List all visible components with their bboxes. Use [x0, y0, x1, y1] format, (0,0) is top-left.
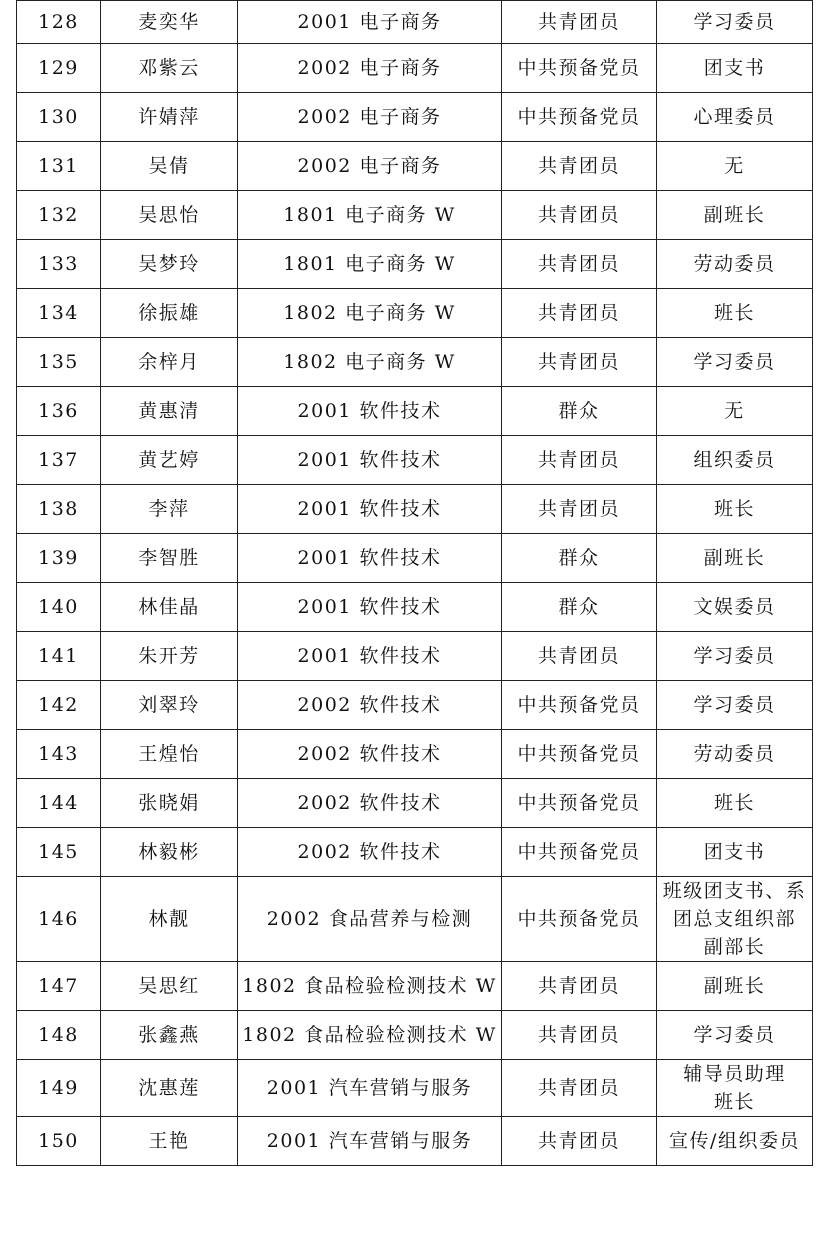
class-name: 2002 软件技术	[238, 828, 502, 877]
class-position: 学习委员	[657, 1, 813, 44]
class-position: 心理委员	[657, 93, 813, 142]
row-number: 137	[17, 436, 101, 485]
political-status: 群众	[502, 387, 657, 436]
student-roster-table	[16, 0, 813, 1166]
roster-body	[17, 1, 813, 1166]
student-name: 张晓娟	[101, 779, 238, 828]
row-number: 132	[17, 191, 101, 240]
student-name: 麦奕华	[101, 1, 238, 44]
political-status: 共青团员	[502, 240, 657, 289]
class-name: 1801 电子商务 W	[238, 240, 502, 289]
student-name: 沈惠莲	[101, 1060, 238, 1117]
row-number: 143	[17, 730, 101, 779]
row-number: 130	[17, 93, 101, 142]
political-status: 共青团员	[502, 1117, 657, 1166]
political-status: 共青团员	[502, 632, 657, 681]
row-number: 141	[17, 632, 101, 681]
row-number: 150	[17, 1117, 101, 1166]
class-name: 2001 软件技术	[238, 485, 502, 534]
table-row	[17, 1117, 813, 1166]
class-name: 2002 食品营养与检测	[238, 877, 502, 962]
table-row	[17, 142, 813, 191]
row-number: 139	[17, 534, 101, 583]
class-name: 1801 电子商务 W	[238, 191, 502, 240]
class-position: 学习委员	[657, 338, 813, 387]
table-row	[17, 1011, 813, 1060]
class-position: 班长	[657, 289, 813, 338]
student-name: 吴思怡	[101, 191, 238, 240]
class-position: 班级团支书、系 团总支组织部 副部长	[657, 877, 813, 962]
political-status: 中共预备党员	[502, 730, 657, 779]
class-position: 班长	[657, 779, 813, 828]
student-name: 刘翠玲	[101, 681, 238, 730]
table-row	[17, 289, 813, 338]
student-name: 吴倩	[101, 142, 238, 191]
class-name: 2001 软件技术	[238, 387, 502, 436]
class-name: 2002 软件技术	[238, 730, 502, 779]
row-number: 144	[17, 779, 101, 828]
row-number: 129	[17, 44, 101, 93]
political-status: 共青团员	[502, 436, 657, 485]
table-row	[17, 387, 813, 436]
table-row	[17, 681, 813, 730]
class-position: 班长	[657, 485, 813, 534]
political-status: 共青团员	[502, 191, 657, 240]
row-number: 146	[17, 877, 101, 962]
row-number: 140	[17, 583, 101, 632]
student-name: 林毅彬	[101, 828, 238, 877]
table-row	[17, 44, 813, 93]
table-row	[17, 1060, 813, 1117]
political-status: 中共预备党员	[502, 828, 657, 877]
class-position: 团支书	[657, 828, 813, 877]
class-name: 2002 电子商务	[238, 142, 502, 191]
row-number: 133	[17, 240, 101, 289]
student-name: 李智胜	[101, 534, 238, 583]
row-number: 135	[17, 338, 101, 387]
class-position: 学习委员	[657, 1011, 813, 1060]
table-row	[17, 485, 813, 534]
class-name: 2001 汽车营销与服务	[238, 1117, 502, 1166]
class-position: 副班长	[657, 534, 813, 583]
student-name: 黄艺婷	[101, 436, 238, 485]
political-status: 共青团员	[502, 338, 657, 387]
class-position: 学习委员	[657, 681, 813, 730]
political-status: 共青团员	[502, 289, 657, 338]
student-name: 林靓	[101, 877, 238, 962]
political-status: 群众	[502, 534, 657, 583]
table-row	[17, 730, 813, 779]
political-status: 中共预备党员	[502, 877, 657, 962]
row-number: 138	[17, 485, 101, 534]
class-position: 劳动委员	[657, 240, 813, 289]
political-status: 共青团员	[502, 142, 657, 191]
student-name: 吴梦玲	[101, 240, 238, 289]
student-name: 许婧萍	[101, 93, 238, 142]
class-name: 1802 电子商务 W	[238, 289, 502, 338]
political-status: 群众	[502, 583, 657, 632]
political-status: 共青团员	[502, 962, 657, 1011]
class-position: 辅导员助理 班长	[657, 1060, 813, 1117]
student-name: 邓紫云	[101, 44, 238, 93]
row-number: 148	[17, 1011, 101, 1060]
class-name: 2002 电子商务	[238, 93, 502, 142]
table-row	[17, 436, 813, 485]
student-name: 张鑫燕	[101, 1011, 238, 1060]
class-name: 2002 电子商务	[238, 44, 502, 93]
class-name: 2001 软件技术	[238, 632, 502, 681]
class-position: 团支书	[657, 44, 813, 93]
student-name: 李萍	[101, 485, 238, 534]
class-name: 2001 电子商务	[238, 1, 502, 44]
class-name: 1802 食品检验检测技术 W	[238, 962, 502, 1011]
student-name: 王煌怡	[101, 730, 238, 779]
student-name: 王艳	[101, 1117, 238, 1166]
table-row	[17, 240, 813, 289]
table-row	[17, 877, 813, 962]
class-position: 宣传/组织委员	[657, 1117, 813, 1166]
class-name: 1802 食品检验检测技术 W	[238, 1011, 502, 1060]
class-name: 2001 汽车营销与服务	[238, 1060, 502, 1117]
table-row	[17, 191, 813, 240]
class-position: 无	[657, 387, 813, 436]
political-status: 共青团员	[502, 1, 657, 44]
political-status: 共青团员	[502, 485, 657, 534]
student-name: 黄惠清	[101, 387, 238, 436]
student-name: 余梓月	[101, 338, 238, 387]
class-position: 副班长	[657, 191, 813, 240]
class-position: 组织委员	[657, 436, 813, 485]
political-status: 中共预备党员	[502, 681, 657, 730]
class-name: 2001 软件技术	[238, 436, 502, 485]
class-name: 2001 软件技术	[238, 583, 502, 632]
table-row	[17, 828, 813, 877]
class-position: 学习委员	[657, 632, 813, 681]
class-position: 劳动委员	[657, 730, 813, 779]
table-row	[17, 583, 813, 632]
class-position: 无	[657, 142, 813, 191]
row-number: 128	[17, 1, 101, 44]
class-name: 2002 软件技术	[238, 779, 502, 828]
row-number: 134	[17, 289, 101, 338]
class-name: 2001 软件技术	[238, 534, 502, 583]
student-name: 吴思红	[101, 962, 238, 1011]
political-status: 中共预备党员	[502, 779, 657, 828]
political-status: 中共预备党员	[502, 44, 657, 93]
table-row	[17, 534, 813, 583]
row-number: 145	[17, 828, 101, 877]
political-status: 共青团员	[502, 1060, 657, 1117]
table-row	[17, 962, 813, 1011]
row-number: 131	[17, 142, 101, 191]
political-status: 中共预备党员	[502, 93, 657, 142]
student-name: 林佳晶	[101, 583, 238, 632]
class-position: 副班长	[657, 962, 813, 1011]
row-number: 147	[17, 962, 101, 1011]
row-number: 142	[17, 681, 101, 730]
table-row	[17, 632, 813, 681]
student-name: 徐振雄	[101, 289, 238, 338]
class-position: 文娱委员	[657, 583, 813, 632]
row-number: 136	[17, 387, 101, 436]
class-name: 2002 软件技术	[238, 681, 502, 730]
student-name: 朱开芳	[101, 632, 238, 681]
row-number: 149	[17, 1060, 101, 1117]
political-status: 共青团员	[502, 1011, 657, 1060]
table-row	[17, 93, 813, 142]
class-name: 1802 电子商务 W	[238, 338, 502, 387]
table-row	[17, 338, 813, 387]
table-row	[17, 1, 813, 44]
table-row	[17, 779, 813, 828]
